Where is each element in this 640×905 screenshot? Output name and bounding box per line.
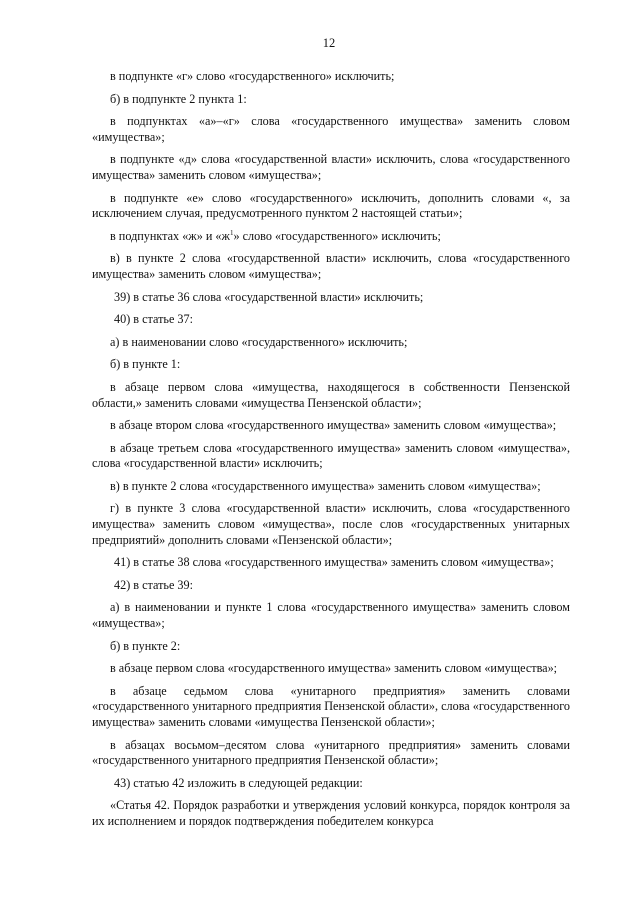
paragraph: в абзаце третьем слова «государственного имущества» заменить словом «имущества», слова «государственной власти» исключить; xyxy=(92,440,570,471)
paragraph: б) в пункте 1: xyxy=(110,357,181,372)
paragraph: 43) статью 42 изложить в следующей редакции: xyxy=(114,775,363,790)
paragraph: в абзаце втором слова «государственного имущества» заменить словом «имущества»; xyxy=(110,418,557,433)
paragraph: в подпункте «г» слово «государственного» исключить; xyxy=(110,69,395,83)
paragraph: а) в наименовании слово «государственного» исключить; xyxy=(110,334,408,349)
paragraph: в подпункте «д» слова «государственной власти» исключить, слова «государственного имущества» заменить словом «имущества»; xyxy=(92,152,570,182)
paragraph: в подпунктах «ж» и «$ж^1$» слово «государственного» исключить; xyxy=(110,228,441,243)
paragraph: 41) в статье 38 слова «государственного имущества» заменить словом «имущества»; xyxy=(114,555,554,570)
paragraph: в подпунктах «а»–«г» слова «государственного имущества» заменить словом «имущества»; xyxy=(92,114,570,144)
paragraph: 42) в статье 39: xyxy=(114,577,193,592)
paragraph: в подпункте «е» слово «государственного» исключить, дополнить словами «, за исключением случая, предусмотренного пунктом 2 настоящей статьи»; xyxy=(92,190,570,221)
paragraph: 40) в статье 37: xyxy=(114,312,193,327)
paragraph: а) в наименовании и пункте 1 слова «государственного имущества» заменить словом «имущества»; xyxy=(92,600,570,631)
paragraph: в) в пункте 2 слова «государственного имущества» заменить словом «имущества»; xyxy=(110,478,541,493)
paragraph: «Статья 42. Порядок разработки и утверждения условий конкурса, порядок контроля за их исполнением и порядок подтверждения победителем конкурса xyxy=(92,798,570,828)
paragraph: в) в пункте 2 слова «государственной власти» исключить, слова «государственного имущества» заменить словом «имущества»; xyxy=(92,251,570,281)
document-body xyxy=(92,69,570,830)
paragraph: б) в пункте 2: xyxy=(110,638,181,653)
paragraph: в абзаце первом слова «имущества, находящегося в собственности Пензенской области,» заменить словами «имущества Пензенской области»; xyxy=(92,379,570,410)
page-number: 12 xyxy=(322,36,336,50)
paragraph: б) в подпункте 2 пункта 1: xyxy=(110,91,247,106)
paragraph: в абзаце первом слова «государственного имущества» заменить словом «имущества»; xyxy=(110,661,558,676)
paragraph: г) в пункте 3 слова «государственной власти» исключить, слова «государственного имущества» заменить словом «имущества», после слов «государственных унитарных предприятий» дополнить словами «Пензенской области»; xyxy=(92,501,570,547)
paragraph: 39) в статье 36 слова «государственной власти» исключить; xyxy=(114,289,424,304)
paragraph: в абзацах восьмом–десятом слова «унитарного предприятия» заменить словами «государственного унитарного предприятия Пензенской области»; xyxy=(92,737,570,768)
paragraph: в абзаце седьмом слова «унитарного предприятия» заменить словами «государственного унитарного предприятия Пензенской области», слова «государственного имущества» заменить словами «имущества Пензенской области»; xyxy=(92,683,570,729)
